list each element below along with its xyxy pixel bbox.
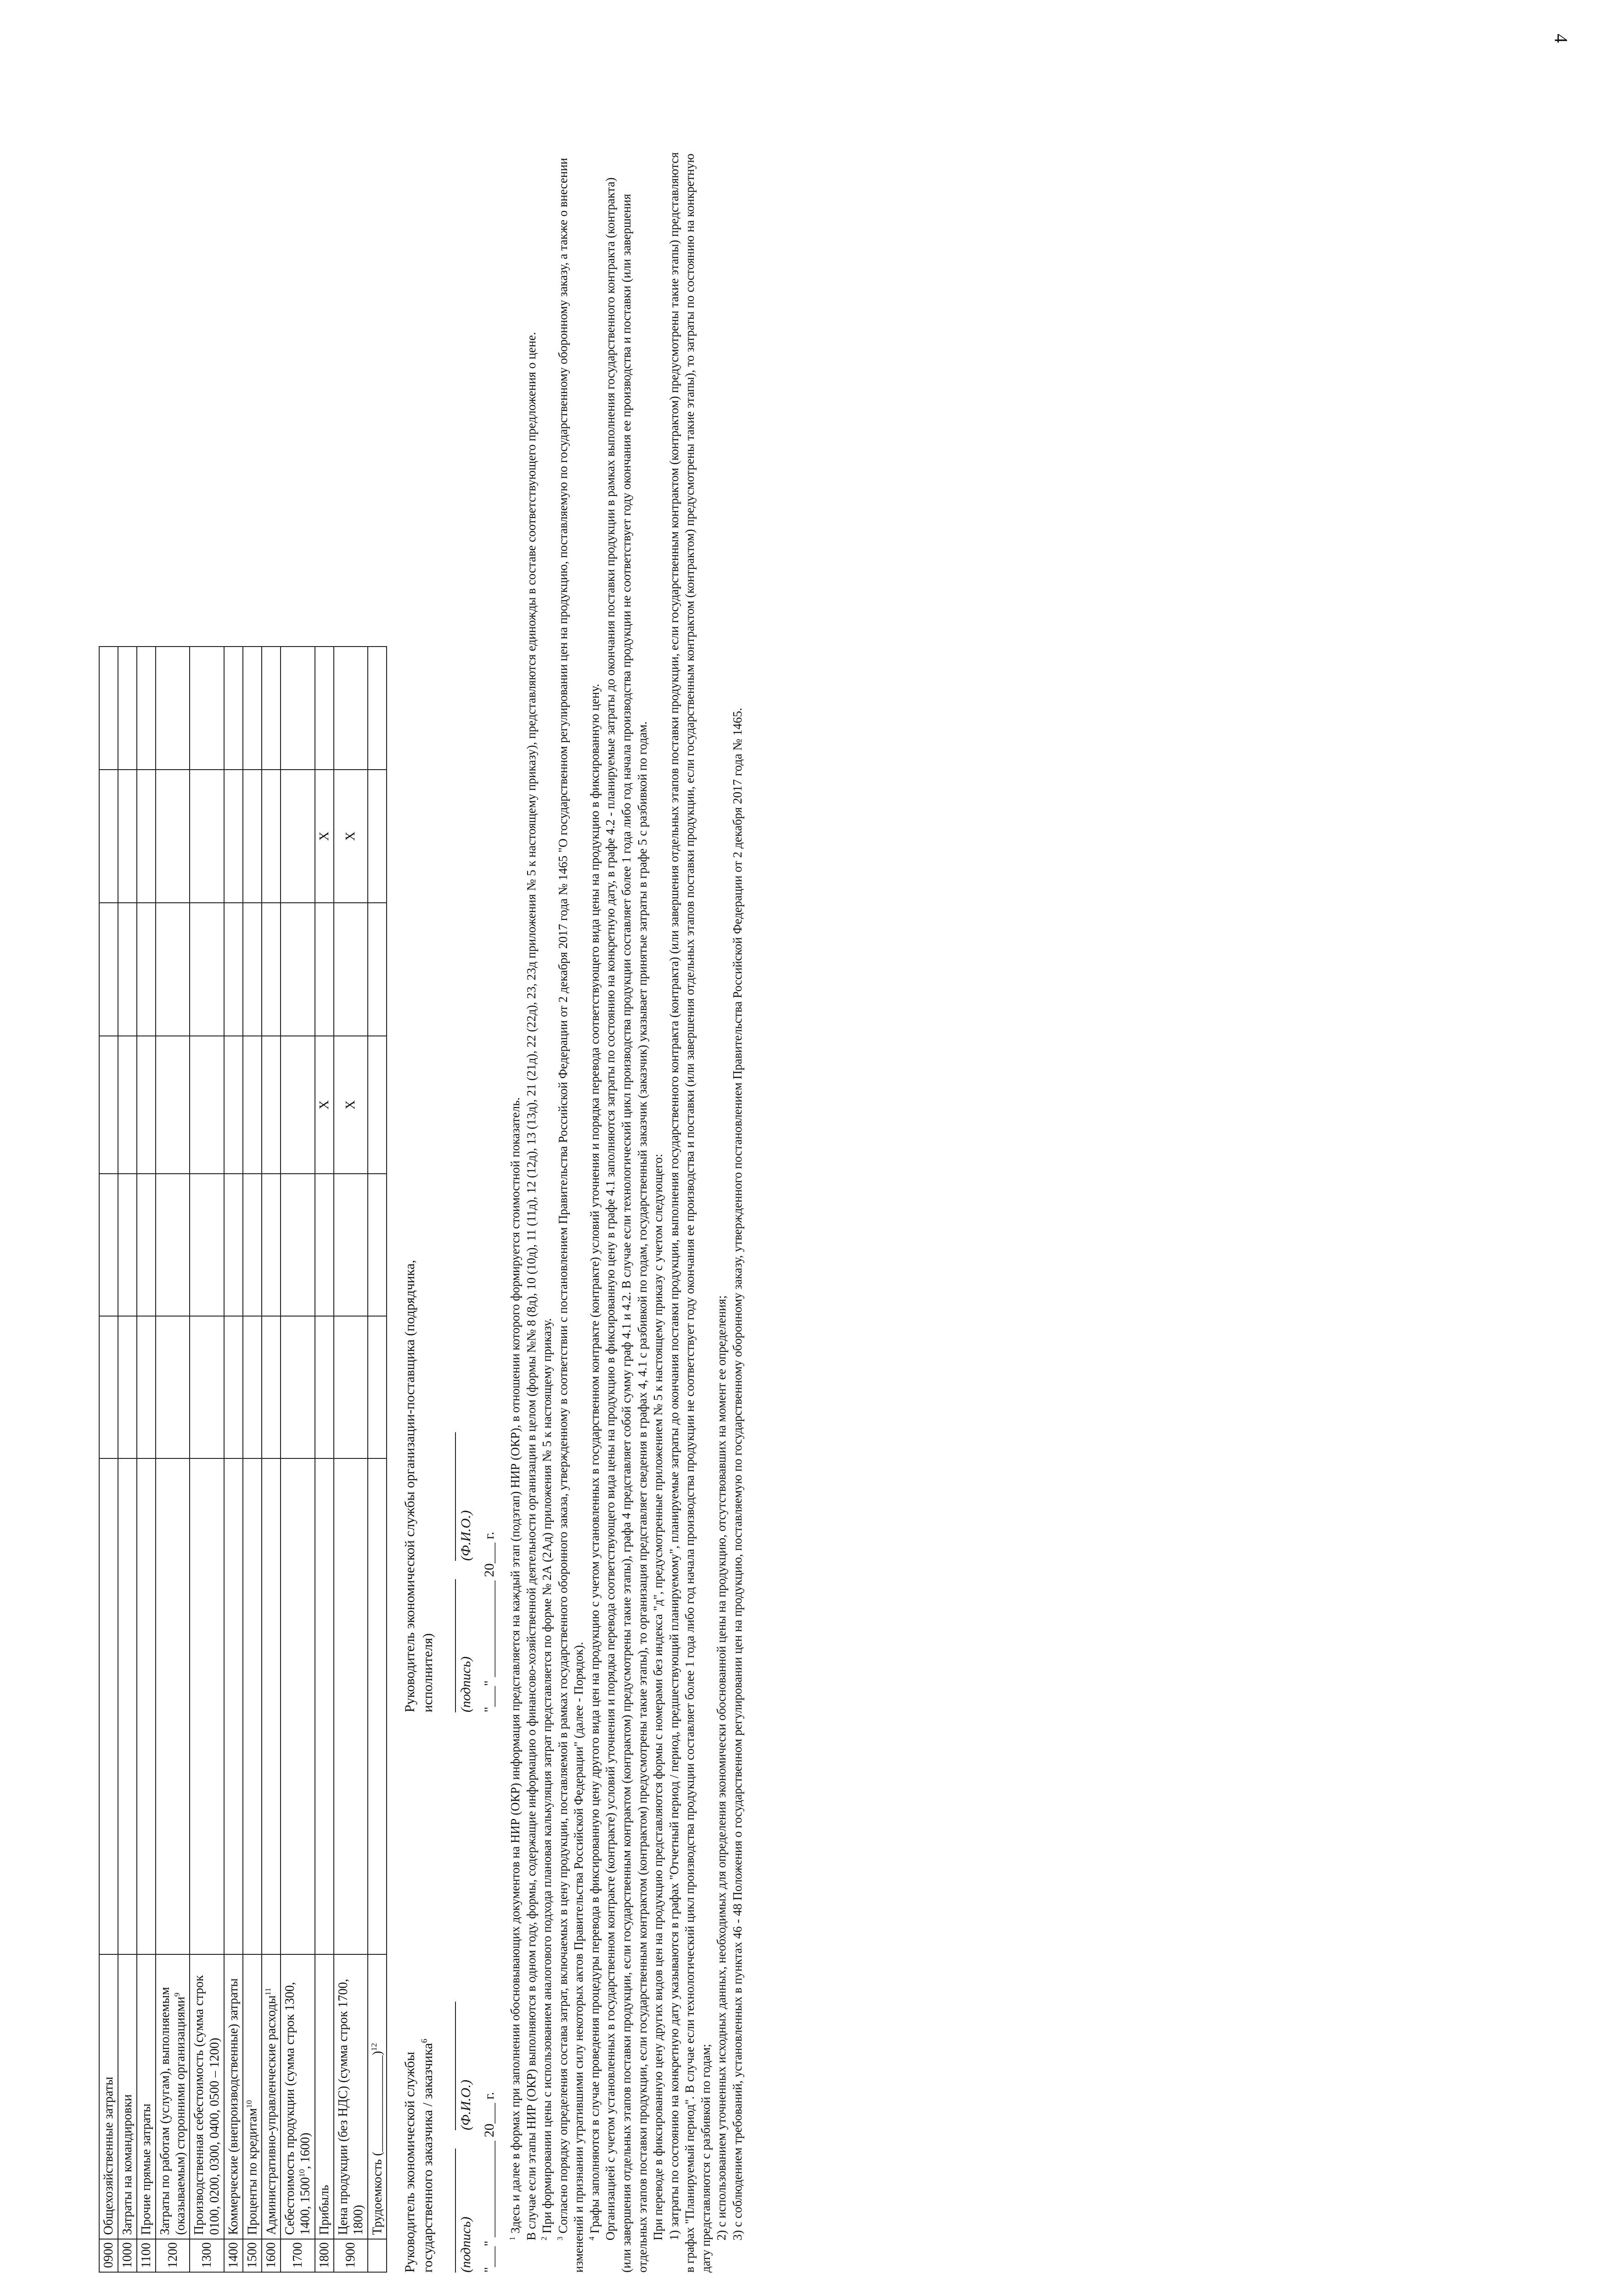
table-cell [243,647,262,770]
table-cell [243,1036,262,1174]
footnote [523,151,540,2273]
table-cell [118,1316,137,1458]
table-cell [190,1458,224,1954]
row-label [99,1954,118,2239]
table-cell [137,1036,156,1174]
table-cell [224,770,243,903]
row-label [334,1954,368,2239]
table-cell [118,770,137,903]
table-cell [137,1174,156,1316]
footnote-text: 3) с соблюдением требований, установленных в пунктах 46 - 48 Положения о государственном регулировании цен на продукцию, поставляемую по государственному оборонному заказу, утвержденного постановлением Правительства Российской Федерации от 2 декабря 2017 года № 1465. [730,708,744,2240]
table-cell: X [315,770,334,903]
footnote [539,151,555,2273]
table-cell [190,647,224,770]
table-cell [315,1316,334,1458]
table-cell [262,1316,281,1458]
table-cell [99,1316,118,1458]
footnote [555,151,587,2273]
table-cell: X [334,1036,368,1174]
cost-table [99,646,387,2273]
table-cell [262,770,281,903]
table-cell [281,903,315,1036]
table-cell [262,1036,281,1174]
footnote-text: Согласно порядку определения состава затрат, включаемых в цену продукции, поставляемой в рамках государственного оборонного заказа, утвержденному в соответствии с постановлением Правительства Российской Федерации от 2 декабря 2017 года № 1465 "О государственном регулировании цен на продукцию, поставляемую по государственному оборонному заказу, а также о внесении изменений и признании утратившими силу некоторых актов Правительства Российской Федерации" (далее - Порядок). [556,158,586,2273]
table-cell [281,647,315,770]
table-cell [156,1174,190,1316]
table-cell [334,647,368,770]
table-cell [118,1458,137,1954]
table-cell [368,1036,387,1174]
table-cell: X [334,770,368,903]
table-cell [281,1316,315,1458]
table-cell [243,1174,262,1316]
row-label [281,1954,315,2239]
row-code: 1100 [137,2239,156,2272]
table-cell [334,1316,368,1458]
table-row [118,647,137,2272]
table-cell [281,770,315,903]
footnote-text: Здесь и далее в формах при заполнении обосновывающих документов на НИР (ОКР) информация представляется на каждый этап (подэтап) НИР (ОКР), в отношении которого формируется стоимостной показатель. [508,1097,523,2234]
table-cell [224,1316,243,1458]
footnote-number: 4 [587,2236,596,2240]
table-cell [190,903,224,1036]
customer-name-label: (Ф.И.О.) [455,2002,475,2130]
footnote-text: При переводе в фиксированную цену других видов цен на продукцию представляются формы с номерами без индекса "д", предусмотренные приложением № 5 к настоящему приказу с учетом следующего: [651,1154,665,2240]
table-cell [243,770,262,903]
signature-customer-lines [455,1712,475,2273]
table-cell [156,1036,190,1174]
table-row [137,647,156,2272]
table-cell [262,1174,281,1316]
table-cell [190,1036,224,1174]
footnote-text: В случае если этапы НИР (ОКР) выполняются в одном году, формы, содержащие информацию о финансово-хозяйственной деятельности организации в целом (формы №№ 8 (8д), 10 (10д), 11 (11д), 12 (12д), 13 (13д), 21 (21д), 22 (22д), 23, 23д приложения № 5 к настоящему приказу), представляются единожды в составе соответствующего предложения о цене. [524,332,538,2240]
page-number: 4 [1551,34,1572,43]
cost-table-body [99,647,387,2272]
footnote-number: 1 [508,2236,517,2240]
footnote-text: Организацией с учетом установленных в государственном контракте (контракте) условий уточнения и порядка перевода соответствующего вида цены на продукцию в фиксированную цену в графе 4.1 заполняются затраты по состоянию на конкретную дату, в графе 4.2 - планируемые затраты до окончания поставки продукции в рамках выполнения государственного контракта (контракта) (или завершения отдельных этапов поставки продукции, если государственным контрактом (контрактом) предусмотрены такие этапы), графа 4 представляет собой сумму граф 4.1 и 4.2. В случае если технологический цикл производства продукции составляет более 1 года либо год начала производства продукции не соответствует году окончания ее производства и поставки (или завершения отдельных этапов поставки продукции, если государственным контрактом (контрактом) предусмотрены такие этапы), то организация представляет сведения в графах 4, 4.1 с разбивкой по годам, государственный заказчик (заказчик) указывает принятые затраты в графе 5 с разбивкой по годам. [603,177,649,2273]
row-label [262,1954,281,2239]
row-code: 1600 [262,2239,281,2272]
footnote-text: 1) затраты по состоянию на конкретную дату указываются в графах "Отчетный период / период, предшествующий планируемому", планируемые затраты до окончания поставки продукции, выполнения государственного контракта (контракта) (или завершения отдельных этапов поставки продукции, если государственным контрактом (контрактом) предусмотрены такие этапы) представляются в графах "Планируемый период". В случае если технологический цикл производства продукции составляет более 1 года либо год начала производства продукции не соответствует году окончания ее производства и поставки (или завершения отдельных этапов поставки продукции, если государственным контрактом (контрактом) предусмотрены такие этапы), то затраты по состоянию на конкретную дату представляются с разбивкой по годам; [667,152,713,2273]
signature-supplier-lines [455,1207,475,1712]
table-cell [368,903,387,1036]
table-cell [315,1174,334,1316]
table-row [243,647,262,2272]
footnote-text: При формировании цены с использованием аналогового подхода плановая калькуляция затрат представляется по форме № 2А (2Ад) приложения № 5 к настоящему приказу. [540,1318,554,2234]
table-cell [243,1458,262,1954]
table-row [334,647,368,2272]
table-row [156,647,190,2272]
table-cell [156,1458,190,1954]
row-label [243,1954,262,2239]
table-cell [137,770,156,903]
table-cell [156,903,190,1036]
table-cell [243,1316,262,1458]
table-cell [315,647,334,770]
footnote-number: 2 [540,2236,549,2240]
signature-supplier [401,1207,498,1712]
signature-customer-footnote-ref: 6 [420,2038,430,2043]
footnotes [507,151,745,2273]
footnote-ref: 11 [263,1987,272,1996]
row-code: 1200 [156,2239,190,2272]
rotated-page [0,140,1613,2296]
table-row [224,647,243,2272]
table-row [281,647,315,2272]
table-cell [281,1458,315,1954]
table-cell [137,1316,156,1458]
table-cell [224,1458,243,1954]
row-label [137,1954,156,2239]
signature-customer [401,1712,498,2273]
table-cell [368,1174,387,1316]
table-cell [368,770,387,903]
table-cell [118,647,137,770]
footnote-text: 2) с использованием уточненных исходных данных, необходимых для определения экономически обоснованной цены на продукцию, отсутствовавших на момент ее определения; [714,1295,729,2240]
row-label [156,1954,190,2239]
footnote-ref: 10 [244,2100,253,2108]
row-code: 1800 [315,2239,334,2272]
row-code: 0900 [99,2239,118,2272]
table-cell [262,1458,281,1954]
row-label-text: Производственная себестоимость (сумма строк 0100, 0200, 0300, 0400, 0500 – 1200) [192,1975,222,2235]
row-label-text: Прибыль [317,2184,332,2235]
table-row [368,647,387,2272]
footnote-ref: 12 [369,2043,378,2051]
table-cell [224,903,243,1036]
table-cell [137,903,156,1036]
row-code: 1000 [118,2239,137,2272]
table-cell [190,1174,224,1316]
footnote [602,151,650,2273]
table-cell [190,770,224,903]
row-label-text: Административно-управленческие расходы [264,1995,279,2235]
row-label-text: Затраты по работам (услугам), выполняемым (оказываемым) сторонними организациями [158,1987,188,2235]
row-code: 1700 [281,2239,315,2272]
table-cell [224,1174,243,1316]
row-code [368,2239,387,2272]
footnote-number: 3 [555,2236,564,2240]
supplier-sign-label: (подпись) [455,1579,475,1712]
row-label-text: Затраты на командировки [120,2094,135,2235]
table-cell [118,1174,137,1316]
table-cell [281,1036,315,1174]
customer-date: "___" ______________ 20___ г. [482,2092,497,2273]
table-cell [99,1458,118,1954]
signature-customer-title-text: Руководитель экономической службы государственного заказчика / заказчика [402,2043,436,2273]
row-code: 1300 [190,2239,224,2272]
row-label-text: Общехозяйственные затраты [101,2077,116,2235]
row-label [118,1954,137,2239]
footnote-ref: 9 [173,1992,182,1997]
footnote [587,151,603,2273]
table-cell [99,1174,118,1316]
table-cell [118,903,137,1036]
table-cell [315,1458,334,1954]
row-label-tail: , 1600) [298,2133,313,2169]
footnote [507,151,523,2273]
row-code: 1900 [334,2239,368,2272]
table-cell [262,647,281,770]
table-cell [262,903,281,1036]
table-cell [99,1036,118,1174]
table-cell [99,770,118,903]
page-content [99,146,745,2273]
table-cell [118,1036,137,1174]
table-row [315,647,334,2272]
table-cell [99,647,118,770]
footnote [650,151,666,2273]
row-code: 1500 [243,2239,262,2272]
row-label [368,1954,387,2239]
table-cell [315,903,334,1036]
table-cell [156,770,190,903]
row-label-text: Прочие прямые затраты [139,2104,154,2235]
footnote-text: Графы заполняются в случае проведения процедуры перевода в фиксированную цену другого вида цен на продукцию с учетом установленных в государственном контракте (контракте) условий уточнения и порядка перевода соответствующего вида цены на продукцию в фиксированную цену. [587,684,601,2234]
row-code: 1400 [224,2239,243,2272]
table-cell [137,647,156,770]
supplier-name-label: (Ф.И.О.) [455,1432,475,1561]
table-cell: X [315,1036,334,1174]
row-label [224,1954,243,2239]
row-label [190,1954,224,2239]
table-cell [156,647,190,770]
customer-sign-label: (подпись) [455,2149,475,2273]
signature-supplier-title: Руководитель экономической службы организации-поставщика (подрядчика, исполнителя) [402,1260,436,1712]
table-cell [334,1458,368,1954]
table-cell [224,647,243,770]
table-cell [243,903,262,1036]
table-cell [368,647,387,770]
footnote [714,151,730,2273]
table-row [99,647,118,2272]
table-cell [190,1316,224,1458]
table-row [262,647,281,2272]
table-cell [156,1316,190,1458]
table-cell [137,1458,156,1954]
row-label-text: Проценты по кредитам [245,2108,259,2235]
table-cell [368,1458,387,1954]
table-cell [224,1036,243,1174]
table-cell [334,1174,368,1316]
footnote-ref: 10 [298,2169,307,2177]
table-cell [281,1174,315,1316]
supplier-date: "___" ______________ 20___ г. [482,1531,497,1712]
signature-block [401,146,498,2273]
table-row [190,647,224,2272]
row-label-text: Себестоимость продукции (сумма строк 1300, 1400, 1500 [283,1982,313,2235]
signature-customer-title [401,1960,437,2273]
table-cell [334,903,368,1036]
row-label-text: Цена продукции (без НДС) (сумма строк 1700, 1800) [336,1979,365,2235]
row-label-text: Коммерческие (внепроизводственные) затраты [226,1978,241,2235]
table-cell [99,903,118,1036]
footnote [666,151,714,2273]
row-label [315,1954,334,2239]
footnote [730,151,746,2273]
row-label-text: Трудоемкость (_______________) [370,2051,385,2235]
table-cell [368,1316,387,1458]
